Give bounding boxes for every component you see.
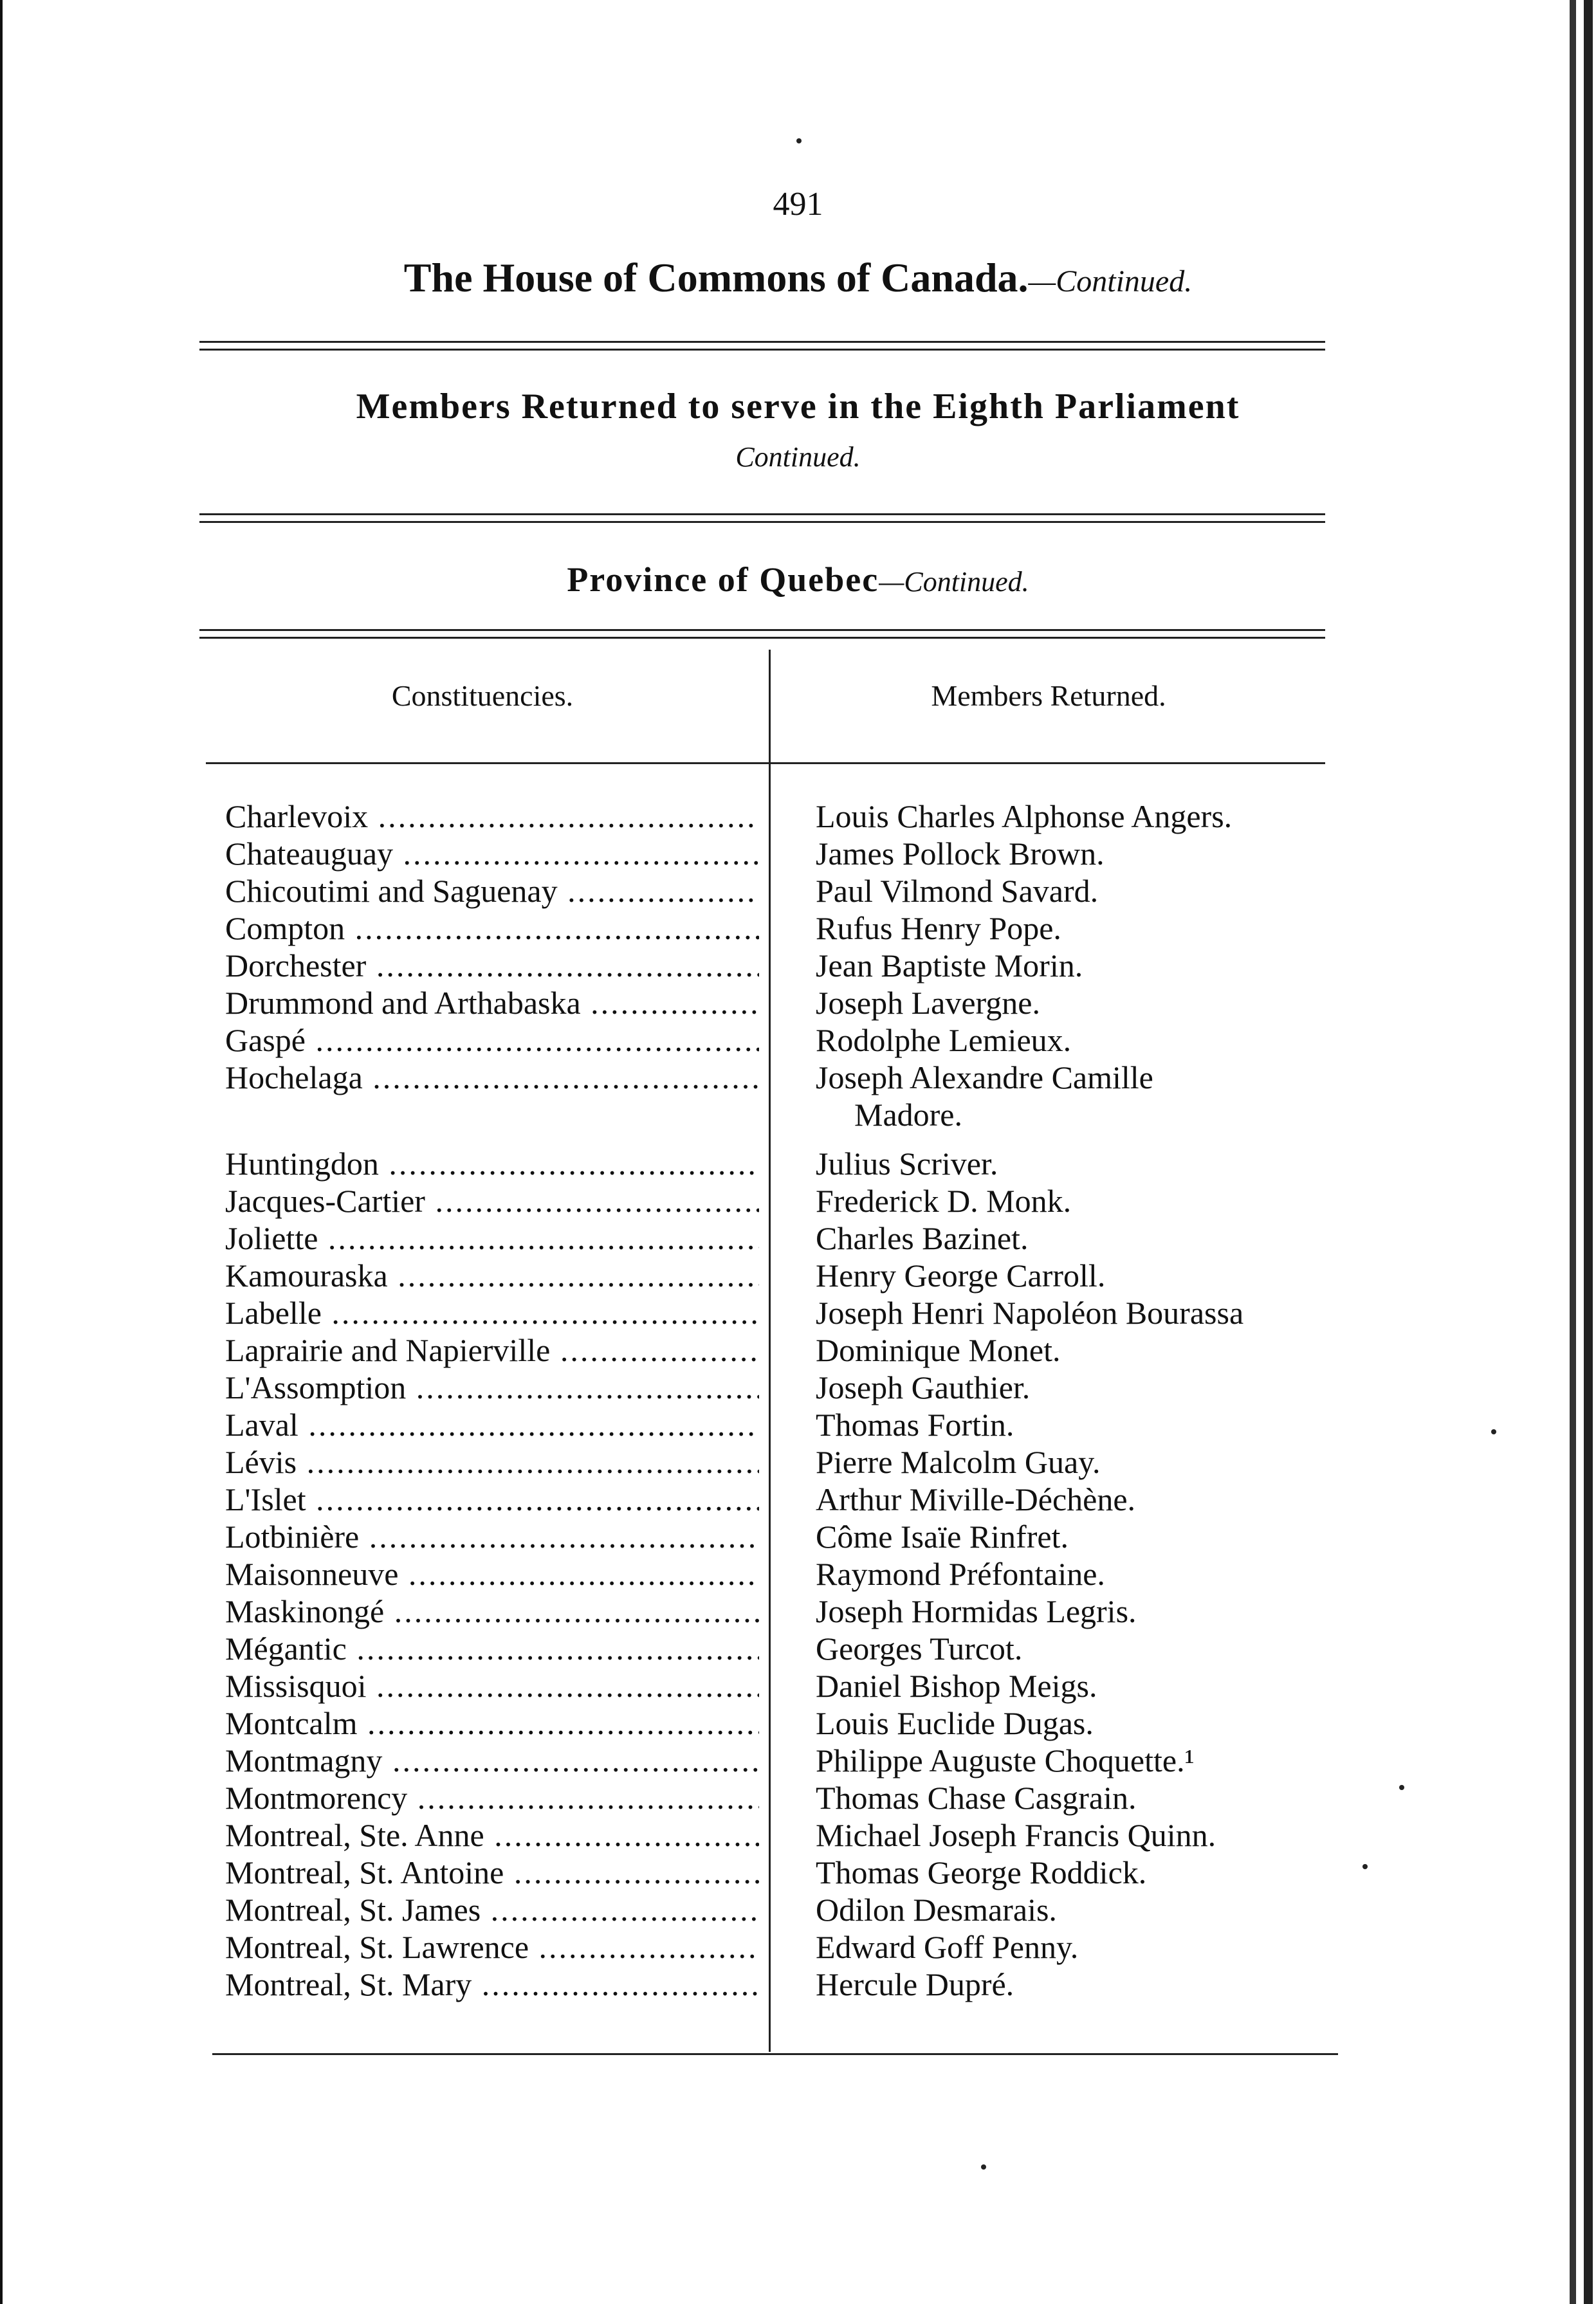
constituency-name: Drummond and Arthabaska .....: [225, 984, 759, 1021]
constituency-name: Montreal, Ste. Anne .....: [225, 1816, 759, 1854]
member-name: Daniel Bishop Meigs.: [816, 1668, 1097, 1704]
member-name: Dominique Monet.: [816, 1332, 1061, 1368]
member-name: Rodolphe Lemieux.: [816, 1022, 1072, 1058]
page-title-main: The House of Commons of Canada.: [403, 255, 1029, 300]
constituency-name: Montreal, St. Mary .....: [225, 1966, 759, 2003]
scan-speck: [1399, 1785, 1404, 1790]
constituency-name: Huntingdon .....: [225, 1145, 759, 1182]
province-title-continued: —Continued.: [879, 566, 1029, 598]
title-rule-top: [199, 341, 1325, 343]
member-name: Louis Charles Alphonse Angers.: [816, 798, 1233, 834]
member-name: Frederick D. Monk.: [816, 1183, 1072, 1219]
member-name: Paul Vilmond Savard.: [816, 873, 1099, 909]
constituency-name: Compton .....: [225, 910, 759, 947]
header-rule: [206, 762, 1325, 764]
member-name: Joseph Lavergne.: [816, 985, 1040, 1021]
constituency-name: Montcalm .....: [225, 1705, 759, 1742]
member-name: Pierre Malcolm Guay.: [816, 1444, 1101, 1480]
member-name: Philippe Auguste Choquette.¹: [816, 1742, 1195, 1778]
constituency-name: Missisquoi .....: [225, 1667, 759, 1705]
page-title: [0, 254, 1596, 302]
scan-speck: [796, 138, 802, 143]
member-name: Thomas George Roddick.: [816, 1854, 1147, 1890]
header-constituencies: Constituencies.: [391, 679, 574, 712]
constituency-name: Chateauguay .....: [225, 835, 759, 872]
section-rule-bottom: [199, 521, 1325, 523]
constituency-name: Montreal, St. Antoine .....: [225, 1854, 759, 1891]
constituency-name: Hochelaga .....: [225, 1059, 759, 1096]
member-name: Hercule Dupré.: [816, 1966, 1014, 2002]
constituency-name: Lotbinière .....: [225, 1518, 759, 1555]
constituency-name: Kamouraska .....: [225, 1257, 759, 1294]
scan-speck: [1362, 1864, 1368, 1869]
member-name: Thomas Chase Casgrain.: [816, 1780, 1137, 1816]
member-name: Arthur Miville-Déchène.: [816, 1481, 1136, 1517]
member-name: Michael Joseph Francis Quinn.: [816, 1817, 1216, 1853]
constituency-name: Charlevoix .....: [225, 798, 759, 835]
constituency-name: Laval .....: [225, 1406, 759, 1443]
constituency-name: Laprairie and Napierville .....: [225, 1331, 759, 1369]
member-name: Georges Turcot.: [816, 1631, 1023, 1667]
constituency-name: Lévis .....: [225, 1443, 759, 1481]
table-bottom-rule: [212, 2053, 1338, 2055]
member-name: Edward Goff Penny.: [816, 1929, 1079, 1965]
constituency-name: Montmorency .....: [225, 1779, 759, 1816]
header-members: Members Returned.: [931, 679, 1166, 712]
member-name-line1: Joseph Alexandre Camille: [816, 1059, 1153, 1095]
constituency-name: Gaspé .....: [225, 1021, 759, 1059]
constituency-name: L'Assomption .....: [225, 1369, 759, 1406]
constituency-name: Maisonneuve .....: [225, 1555, 759, 1593]
member-name: Joseph Henri Napoléon Bourassa: [816, 1295, 1244, 1331]
province-title: [0, 560, 1596, 599]
constituency-name: Mégantic .....: [225, 1630, 759, 1667]
member-name: Rufus Henry Pope.: [816, 910, 1061, 946]
column-divider: [769, 650, 771, 2052]
member-name: Henry George Carroll.: [816, 1257, 1106, 1294]
page-title-continued: —Continued.: [1028, 264, 1193, 298]
member-name: Joseph Gauthier.: [816, 1369, 1031, 1405]
member-name: Thomas Fortin.: [816, 1407, 1014, 1443]
constituency-name: Montmagny .....: [225, 1742, 759, 1779]
left-scan-edge: [0, 0, 3, 2304]
member-name: Odilon Desmarais.: [816, 1892, 1057, 1928]
constituency-name: Montreal, St. Lawrence .....: [225, 1928, 759, 1966]
section-subtitle: Continued.: [735, 441, 861, 473]
page-number: 491: [773, 186, 823, 223]
right-scan-edge: [1570, 0, 1576, 2304]
member-name: [816, 1059, 1459, 1133]
constituency-name: Dorchester .....: [225, 947, 759, 984]
section-rule-top: [199, 513, 1325, 515]
right-scan-edge-inner: [1584, 0, 1593, 2304]
constituency-name: Montreal, St. James .....: [225, 1891, 759, 1928]
province-rule-top: [199, 629, 1325, 631]
constituency-name: Labelle .....: [225, 1294, 759, 1331]
constituency-name: Maskinongé .....: [225, 1593, 759, 1630]
constituency-name: Chicoutimi and Saguenay .....: [225, 872, 759, 910]
member-name: Côme Isaïe Rinfret.: [816, 1519, 1069, 1555]
member-name: Charles Bazinet.: [816, 1220, 1029, 1256]
title-rule-bottom: [199, 349, 1325, 351]
member-name: Louis Euclide Dugas.: [816, 1705, 1094, 1741]
member-name-line2: Madore.: [854, 1097, 962, 1133]
scan-speck: [1491, 1429, 1496, 1434]
member-name: Raymond Préfontaine.: [816, 1556, 1105, 1592]
member-name: Joseph Hormidas Legris.: [816, 1593, 1137, 1629]
constituency-name: L'Islet .....: [225, 1481, 759, 1518]
province-rule-bottom: [199, 637, 1325, 639]
constituency-name: Joliette .....: [225, 1220, 759, 1257]
constituency-name: Jacques-Cartier .....: [225, 1182, 759, 1220]
member-name: Julius Scriver.: [816, 1146, 998, 1182]
member-name: James Pollock Brown.: [816, 836, 1105, 872]
section-title: Members Returned to serve in the Eighth Parliament: [356, 387, 1240, 426]
scan-speck: [981, 2164, 986, 2170]
member-name: Jean Baptiste Morin.: [816, 947, 1083, 983]
province-title-main: Province of Quebec: [567, 560, 879, 599]
